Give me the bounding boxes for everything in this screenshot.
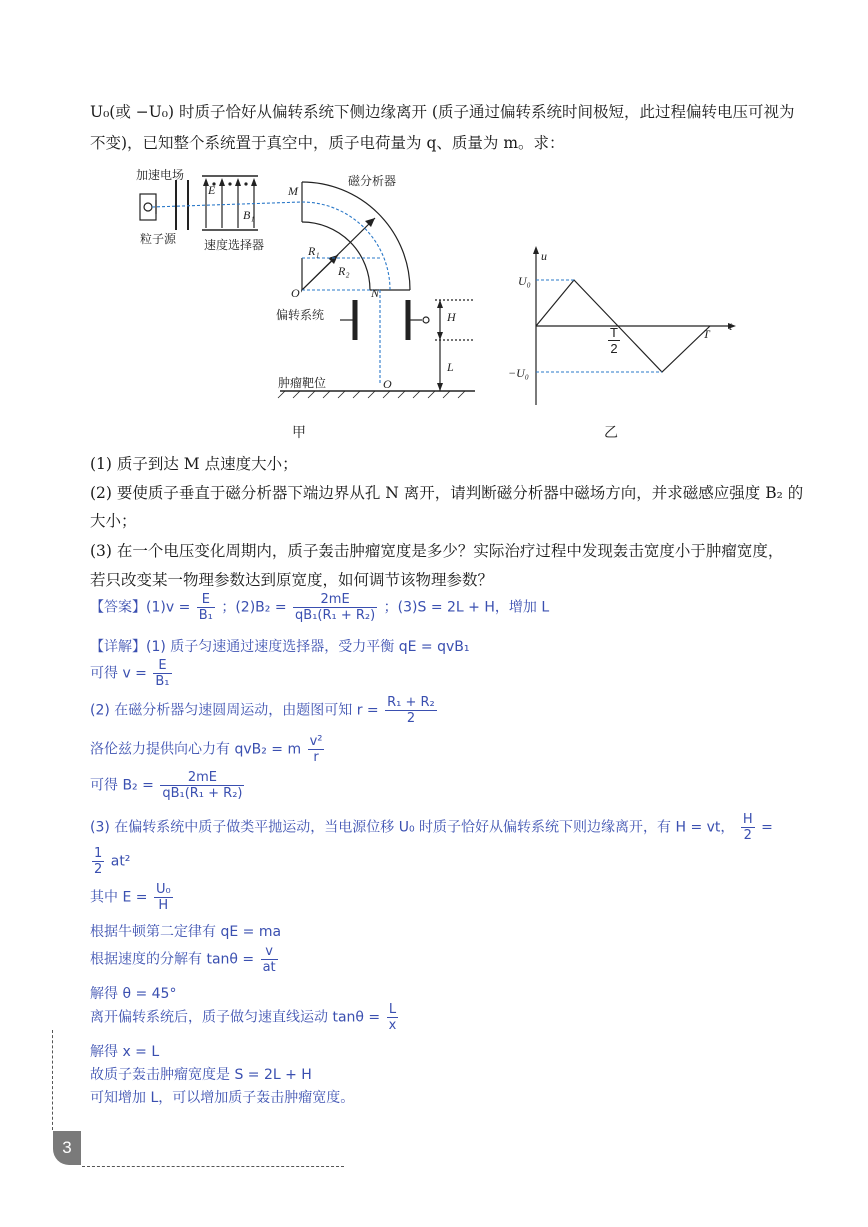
label-O-prime: O′ [291, 286, 303, 300]
question-3-line-2: 若只改变某一物理参数达到原宽度，如何调节该物理参数？ [90, 571, 494, 589]
solution-line-14: 故质子轰击肿瘤宽度是 S = 2L + H [90, 1067, 312, 1083]
solution-line-4: 洛伦兹力提供向心力有 qvB₂ = m $\frac{\text{v²}}{r}$ [90, 734, 323, 765]
label-E: E [208, 183, 216, 197]
axis-u-label: u [541, 249, 547, 263]
figure-b-caption: 乙 [604, 424, 618, 440]
label-T: T [703, 327, 710, 341]
question-2-line-2: 大小； [90, 512, 137, 530]
solution-tag: 【详解】 [90, 639, 146, 655]
solution-line-3: (2) 在磁分析器匀速圆周运动，由题图可知 r = $\frac{\text{R₁ + R₂}}{2}$ [90, 695, 435, 726]
solution-line-12: 离开偏转系统后，质子做匀速直线运动 tanθ = $\frac{L}{x}$ [90, 1002, 397, 1033]
solution-line-13: 解得 x = L [90, 1044, 160, 1060]
particle-source-label: 粒子源 [140, 232, 177, 246]
solution-line-1: 【详解】(1) 质子匀速通过速度选择器，受力平衡 qE = qvB₁ [90, 639, 470, 655]
label-R2: R₂ [338, 264, 350, 278]
deflection-system-label: 偏转系统 [276, 308, 325, 322]
label-L: L [447, 360, 454, 374]
solution-line-2: 可得 v = $\frac{E}{\text{B₁}}$ [90, 658, 170, 689]
label-U0: U₀ [518, 274, 531, 288]
answer-tag: 【答案】 [90, 599, 146, 616]
page-number: 3 [53, 1131, 81, 1165]
left-dashed-border [52, 1030, 53, 1130]
solution-line-5: 可得 B₂ = $\frac{2mE}{\text{qB₁(R₁ + R₂)}}$ [90, 770, 243, 801]
solution-line-15: 可知增加 L，可以增加质子轰击肿瘤宽度。 [90, 1090, 355, 1106]
label-neg-U0: −U₀ [508, 366, 529, 380]
bottom-dashed-border [82, 1166, 344, 1167]
label-H: H [447, 310, 456, 324]
question-3-line-1: (3) 在一个电压变化周期内，质子轰击肿瘤宽度是多少？实际治疗过程中发现轰击宽度小于肿瘤宽度， [90, 542, 784, 560]
solution-line-8: 其中 E = $\frac{\text{U₀}}{H}$ [90, 882, 171, 913]
label-N: N [371, 286, 380, 300]
solution-line-9: 根据牛顿第二定律有 qE = ma [90, 924, 282, 940]
label-R1: R₁ [308, 244, 320, 258]
axis-t-label: t [729, 319, 733, 333]
solution-line-7: $\frac{1}{2}$ at² [94, 846, 131, 877]
label-O: O [383, 377, 392, 391]
velocity-selector-label: 速度选择器 [204, 238, 265, 252]
accel-field-label: 加速电场 [136, 168, 185, 182]
question-1: (1) 质子到达 M 点速度大小； [90, 455, 298, 473]
solution-line-10: 根据速度的分解有 tanθ = $\frac{v}{at}$ [90, 944, 276, 975]
question-2-line-1: (2) 要使质子垂直于磁分析器下端边界从孔 N 离开，请判断磁分析器中磁场方向，并求磁感应强度 B₂ 的 [90, 484, 804, 502]
magnetic-analyzer-label: 磁分析器 [348, 174, 397, 188]
solution-line-11: 解得 θ = 45° [90, 986, 177, 1002]
label-M: M [288, 184, 298, 198]
figure-a-diagram [130, 160, 480, 400]
solution-line-6: (3) 在偏转系统中质子做类平抛运动，当电源位移 U₀ 时质子恰好从偏转系统下则边缘离开，有 H = vt， $\frac{H}{2}$ = [90, 812, 773, 843]
figure-a-caption: 甲 [292, 424, 306, 440]
intro-line-2: 不变)，已知整个系统置于真空中，质子电荷量为 q、质量为 m。求： [90, 134, 565, 152]
label-T-half: $\frac{T}{2}$ [610, 325, 618, 356]
tumor-target-label: 肿瘤靶位 [278, 376, 327, 390]
intro-line-1: U₀(或 −U₀) 时质子恰好从偏转系统下侧边缘离开 (质子通过偏转系统时间极短，此过程偏转电压可视为 [90, 103, 795, 121]
figure-b-graph [510, 240, 740, 410]
answer-line: 【答案】(1)v = $\frac{E}{\text{B₁}}$ ；(2)B₂ = $\frac{2mE}{\text{qB₁(R₁ + R₂)}}$ ；(3)S = 2L + H，增加 L [90, 592, 550, 623]
label-B1: B₁ [243, 208, 255, 222]
